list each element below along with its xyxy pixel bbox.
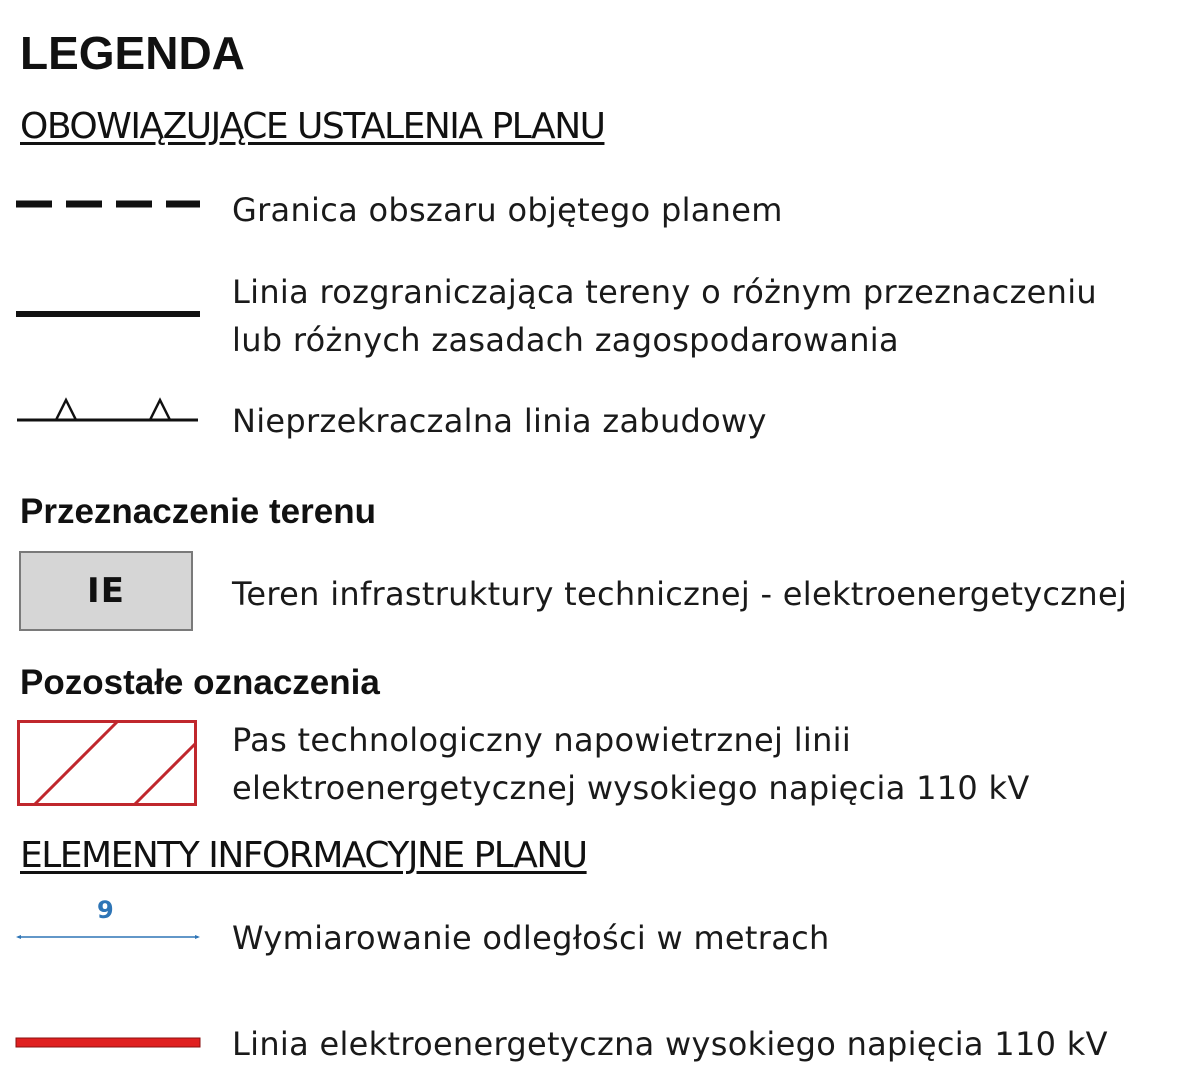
legend-item-label: Teren infrastruktury technicznej - elektroenergetycznej (232, 575, 1128, 613)
dimension-line-icon (14, 930, 204, 944)
legend-item-label: Nieprzekraczalna linia zabudowy (232, 402, 767, 440)
binding-section-heading: OBOWIĄZUJĄCE USTALENIA PLANU (20, 106, 605, 147)
legend-item-label-line1: Pas technologiczny napowietrznej linii (232, 721, 852, 759)
ie-symbol-box: IE (19, 551, 193, 631)
legend-item-label: Granica obszaru objętego planem (232, 191, 783, 229)
info-section-heading: ELEMENTY INFORMACYJNE PLANU (20, 835, 587, 876)
other-markings-heading: Pozostałe oznaczenia (20, 663, 380, 702)
legend-item-label-line2: lub różnych zasadach zagospodarowania (232, 321, 899, 359)
legend-item-label: Linia elektroenergetyczna wysokiego napięcia 110 kV (232, 1025, 1108, 1063)
legend-item-label-line2: elektroenergetycznej wysokiego napięcia 110 kV (232, 769, 1030, 807)
building-line-triangles-icon (16, 396, 202, 426)
dimension-value: 9 (97, 896, 114, 924)
dashed-line-icon (14, 196, 204, 212)
land-use-heading: Przeznaczenie terenu (20, 492, 376, 531)
legend-item-label-line1: Linia rozgraniczająca tereny o różnym przeznaczeniu (232, 273, 1098, 311)
hatched-red-box-icon (17, 720, 199, 808)
legend-item-label: Wymiarowanie odległości w metrach (232, 919, 830, 957)
red-power-line-icon (14, 1036, 204, 1050)
legend-title: LEGENDA (20, 27, 245, 79)
solid-line-icon (14, 306, 204, 322)
